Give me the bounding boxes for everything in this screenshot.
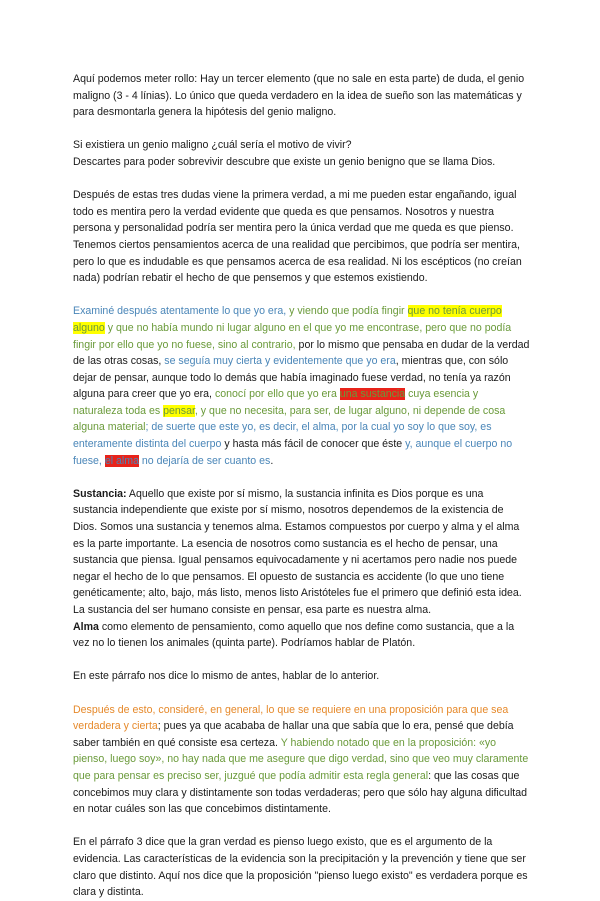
quote-segment: Y habiendo notado que en la proposición: «yo pienso, luego soy», no hay nada que me asegure que digo verdad, sino que veo muy claramente que para pensar es preciso ser, juzgué que podía admitir esta regla general [73,736,529,782]
quote-segment: cuya esencia y naturaleza toda es [73,388,479,417]
paragraph-evidencia: En el párrafo 3 dice que la gran verdad es pienso luego existo, que es el argumento de la evidencia. Las características de la evidencia son la precipitación y la prevención y tiene que ser claro que distinto. Aquí nos dice que la proposición "pienso luego existo" es verdadera porque es clara y distinta. [73,836,528,899]
quote-segment: : que las cosas que concebimos muy clara y distintamente son todas verdaderas; pero que sólo hay alguna dificultad en notar cuáles son las que concebimos distintamente. [73,769,528,816]
highlight-red: una sustancia [339,388,406,401]
quote-segment: Examiné después atentamente lo que yo era, [73,305,290,318]
quote-segment: por lo mismo que pensaba en dudar de la verdad de las otras cosas, [73,338,530,368]
paragraph-question: Si existiera un genio maligno ¿cuál sería el motivo de vivir? [73,139,352,152]
term-label: Sustancia: [73,487,127,500]
term-label: Alma [73,620,99,633]
paragraph-primera-verdad: Después de estas tres dudas viene la primera verdad, a mi me pueden estar engañando, igual todo es mentira pero la verdad evidente que queda es que pensamos. Nosotros y nuestra persona y personalidad podría ser mentira pero la única verdad que me queda es que pienso. Tenemos ciertos pensamientos acerca de una realidad que percibimos, que podría ser mentira, pero lo que es indudable es que pensamos acerca de esa realidad. Ni los escépticos (no creían nada) podrían rebatir el hecho de que pensemos y que estemos existiendo. [73,189,522,285]
paragraph-genio-maligno: Aquí podemos meter rollo: Hay un tercer elemento (que no sale en esta parte) de duda, el genio maligno (3 - 4 línias). Lo único que queda verdadero en la idea de sueño son las matemáticas y para desmontarla genera la hipótesis del genio maligno. [73,73,525,119]
quote-segment: , y que no necesita, para ser, de lugar alguno, ni depende de cosa alguna material [73,404,506,434]
quote-segment: conocí por ello que yo era [214,388,340,401]
quote-segment: ; pues ya que acababa de hallar una que sabía que lo era, pensé que debía saber también en qué consiste esa certeza. [73,720,514,749]
quote-segment: y hasta más fácil de conocer que éste [221,438,406,451]
paragraph-resumen: En este párrafo nos dice lo mismo de antes, hablar de lo anterior. [73,670,380,683]
quote-segment: . [270,454,274,467]
definition-text: como elemento de pensamiento, como aquello que nos define como sustancia, que a la vez no lo tienen los animales (quinta parte). Podríamos hablar de Platón. [73,620,515,650]
paragraph-sustancia [73,486,530,652]
quote-segment: Después de esto, consideré, en general, lo que se requiere en una proposición para que sea verdadera y cierta [73,703,509,733]
quote-segment: no dejaría de ser cuanto es [138,454,271,467]
quote-segment: y viendo que podía fingir [289,305,408,318]
highlight-yellow: que no tenía cuerpo alguno [73,305,502,334]
quote-segment: , mientras que, con sólo dejar de pensar, aunque todo lo demás que había imaginado fuese verdad, no tenía ya razón alguna para creer que yo era, [73,355,511,401]
paragraph-genio-benigno: Descartes para poder sobrevivir descubre que existe un genio benigno que se llama Dios. [73,155,496,168]
quote-segment: ; de suerte que este yo, es decir, el alma, por la cual yo soy lo que soy, es enteramente distinta del cuerpo [73,421,492,451]
quote-segment: y, aunque el cuerpo no fuese, [73,438,513,467]
paragraph-quote-examine [73,303,530,469]
quote-segment: y que no había mundo ni lugar alguno en el que yo me encontrase, pero que no podía fingir por ello que yo no fuese, sino al contrario, [73,321,512,351]
highlight-yellow: pensar [163,404,195,417]
definition-text: Aquello que existe por sí mismo, la sustancia infinita es Dios porque es una sustancia independiente que existe por sí mismo, nosotros dependemos de la existencia de Dios. Somos una sustancia y tenemos alma. Estamos compuestos por cuerpo y alma y el alma es la parte importante. La esencia de nosotros como sustancia es el hecho de pensar, una sustancia que piensa. Igual pensamos equivocadamente y ni acertamos pero nadie nos puede negar el hecho de lo que pensamos. El opuesto de sustancia es accidente (lo que uno tiene genéticamente; alto, bajo, más listo, menos listo Aristóteles fue el primero que definió esta idea. La sustancia del ser humano consiste en pensar, esa parte es nuestra alma. [73,487,522,616]
paragraph-quote-regla [73,702,530,818]
highlight-red: el alma [104,454,139,467]
quote-segment: se seguía muy cierta y evidentemente que yo era [164,355,396,368]
